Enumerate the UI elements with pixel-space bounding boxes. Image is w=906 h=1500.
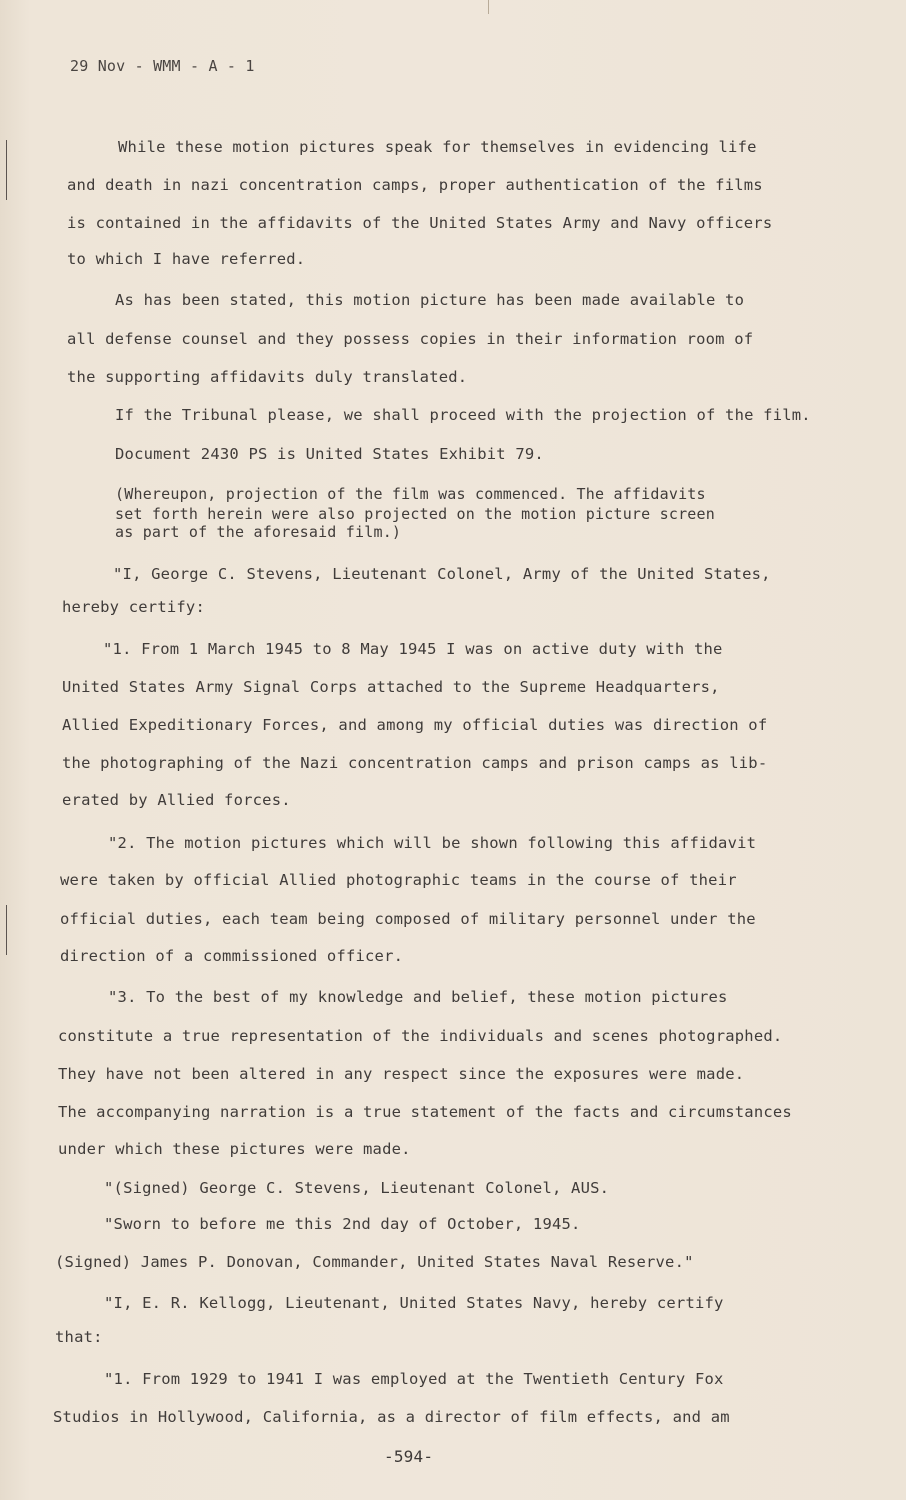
text-line: (Signed) James P. Donovan, Commander, United States Naval Reserve."	[55, 1253, 694, 1271]
margin-mark	[6, 905, 7, 955]
text-line: The accompanying narration is a true statement of the facts and circumstances	[58, 1103, 792, 1121]
text-line: erated by Allied forces.	[62, 791, 291, 809]
text-line: constitute a true representation of the individuals and scenes photographed.	[58, 1027, 783, 1045]
text-line: Studios in Hollywood, California, as a director of film effects, and am	[53, 1408, 730, 1426]
text-line: Document 2430 PS is United States Exhibit 79.	[115, 445, 544, 463]
text-line: "(Signed) George C. Stevens, Lieutenant Colonel, AUS.	[104, 1179, 610, 1197]
text-line: "3. To the best of my knowledge and belief, these motion pictures	[108, 988, 728, 1006]
margin-mark	[6, 140, 7, 200]
text-line: official duties, each team being composed of military personnel under the	[60, 910, 756, 928]
text-line: As has been stated, this motion picture has been made available to	[115, 291, 745, 309]
text-line: is contained in the affidavits of the United States Army and Navy officers	[67, 214, 773, 232]
text-line: the supporting affidavits duly translated.	[67, 368, 468, 386]
page-number: -594-	[384, 1447, 434, 1466]
text-line: While these motion pictures speak for themselves in evidencing life	[118, 138, 757, 156]
text-line: as part of the aforesaid film.)	[115, 523, 402, 541]
text-line: Allied Expeditionary Forces, and among my official duties was direction of	[62, 716, 768, 734]
text-line: set forth herein were also projected on the motion picture screen	[115, 505, 715, 523]
text-line: "1. From 1 March 1945 to 8 May 1945 I was on active duty with the	[103, 640, 723, 658]
text-line: They have not been altered in any respect since the exposures were made.	[58, 1065, 745, 1083]
text-line: "2. The motion pictures which will be shown following this affidavit	[108, 834, 757, 852]
text-line: hereby certify:	[62, 598, 205, 616]
text-line: United States Army Signal Corps attached to the Supreme Headquarters,	[62, 678, 720, 696]
text-line: the photographing of the Nazi concentration camps and prison camps as lib-	[62, 754, 768, 772]
text-line: "I, E. R. Kellogg, Lieutenant, United States Navy, hereby certify	[104, 1294, 724, 1312]
text-line: to which I have referred.	[67, 250, 306, 268]
text-line: all defense counsel and they possess copies in their information room of	[67, 330, 754, 348]
text-line: under which these pictures were made.	[58, 1140, 411, 1158]
text-line: direction of a commissioned officer.	[60, 947, 404, 965]
page-header: 29 Nov - WMM - A - 1	[70, 57, 255, 75]
text-line: and death in nazi concentration camps, proper authentication of the films	[67, 176, 763, 194]
text-line: "Sworn to before me this 2nd day of October, 1945.	[104, 1215, 581, 1233]
fold-mark	[488, 0, 489, 14]
text-line: If the Tribunal please, we shall proceed with the projection of the film.	[115, 406, 811, 424]
text-line: (Whereupon, projection of the film was commenced. The affidavits	[115, 485, 706, 503]
text-line: "I, George C. Stevens, Lieutenant Colonel, Army of the United States,	[113, 565, 771, 583]
text-line: that:	[55, 1328, 103, 1346]
text-line: were taken by official Allied photographic teams in the course of their	[60, 871, 737, 889]
text-line: "1. From 1929 to 1941 I was employed at the Twentieth Century Fox	[104, 1370, 724, 1388]
